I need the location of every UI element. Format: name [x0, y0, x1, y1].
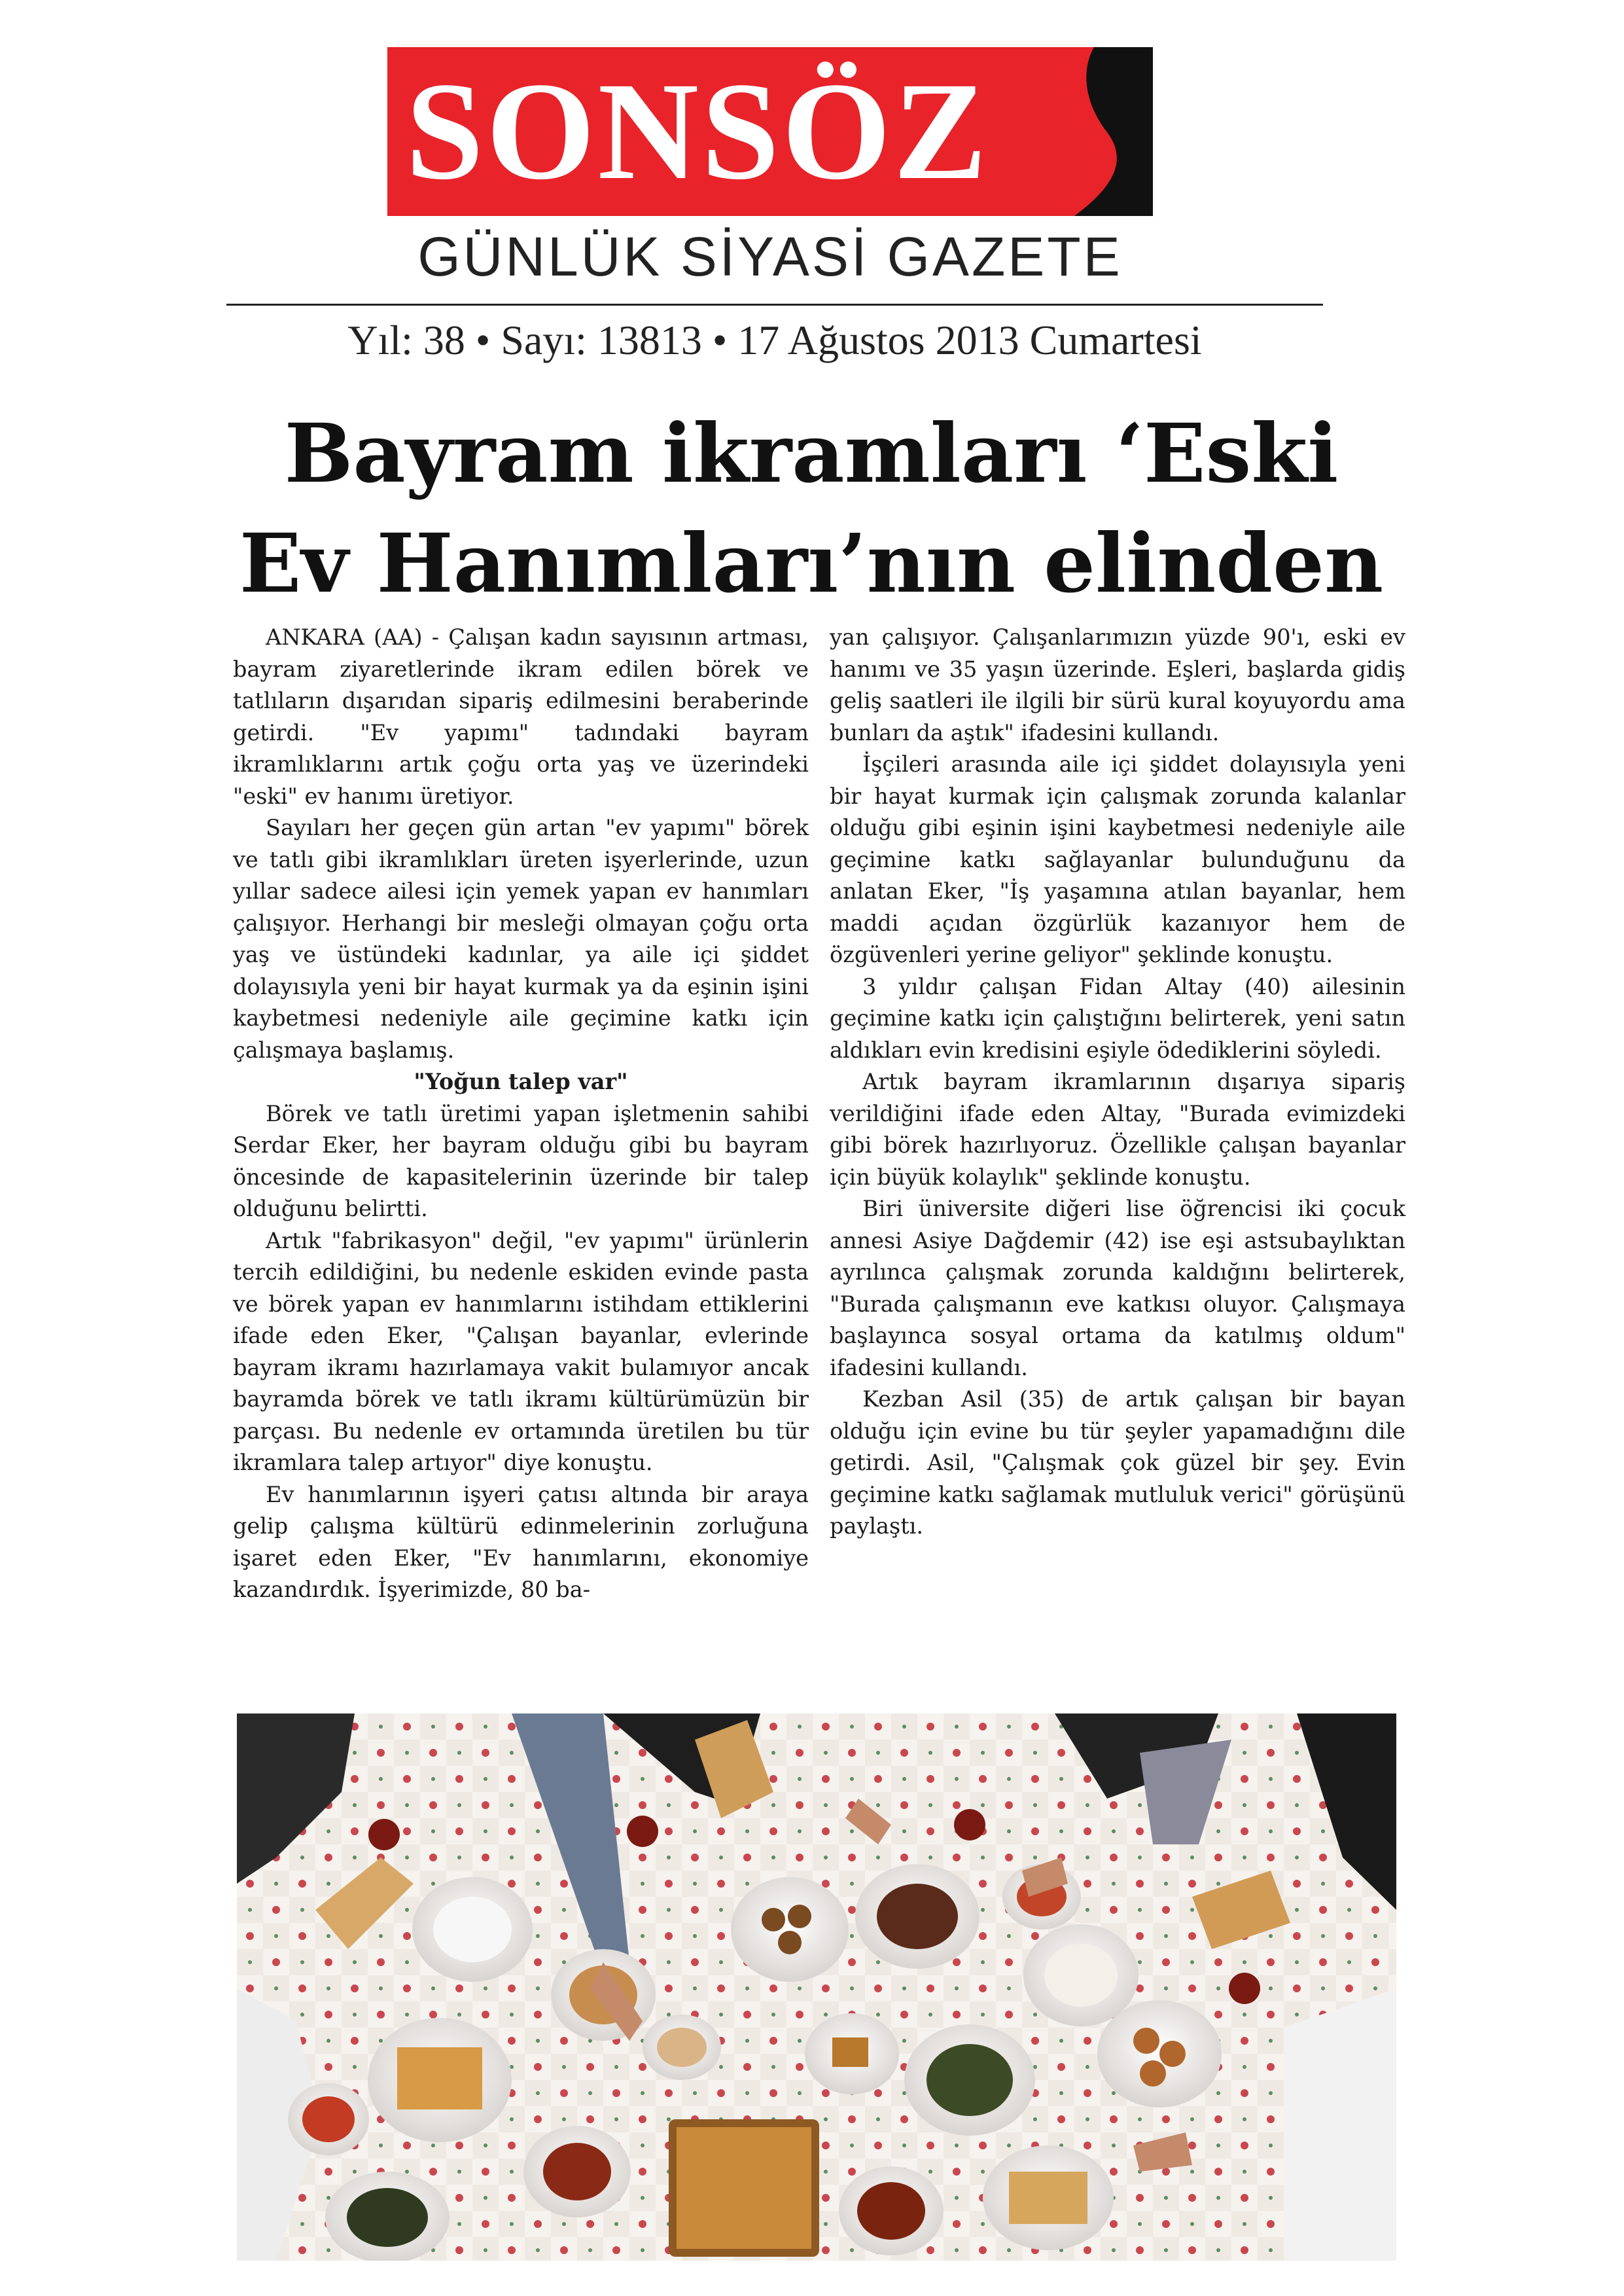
paragraph: Biri üniversite diğeri lise öğrencisi iki çocuk annesi Asiye Dağdemir (42) ise eşi astsubaylıktan ayrılınca çalışmak zorunda kaldığını belirterek, "Burada çalışmanın eve katkısı oluyor. Çalışmaya başlayınca sosyal ortama da katılmış oldum" ifadesini kullandı. [830, 1196, 1405, 1380]
logo-text: SONSÖZ [406, 54, 990, 209]
logo-swoosh-icon [1055, 47, 1153, 216]
paragraph: Artık bayram ikramlarının dışarıya sipariş verildiğini ifade eden Altay, "Burada evimizdeki gibi börek hazırlıyoruz. Özellikle çalışan bayanlar için büyük kolaylık" şeklinde konuştu. [830, 1069, 1405, 1190]
paragraph: Börek ve tatlı üretimi yapan işletmenin sahibi Serdar Eker, her bayram olduğu gibi bu bayram öncesinde de kapasitelerinin üzerinde bir talep olduğunu belirtti. [233, 1100, 809, 1221]
headline-line-1: Bayram ikramları ‘Eski [284, 406, 1339, 501]
paragraph: yan çalışıyor. Çalışanlarımızın yüzde 90'ı, eski ev hanımı ve 35 yaşın üzerinde. Eşleri, başlarda gidiş geliş saatleri ile ilgili bir sürü kural koyuyordu ama bunları da aştık" ifadesini kullandı. [830, 624, 1405, 745]
masthead-logo [387, 47, 1153, 216]
paragraph: ANKARA (AA) - Çalışan kadın sayısının artması, bayram ziyaretlerinde ikram edilen börek ve tatlıların dışarıdan sipariş edilmesini beraberinde getirdi. "Ev yapımı" tadındaki bayram ikramlıklarını artık çoğu orta yaş ve üzerindeki "eski" ev hanımı üretiyor. [233, 624, 809, 809]
paragraph: İşçileri arasında aile içi şiddet dolayısıyla yeni bir hayat kurmak için çalışmak zorunda kalanlar olduğu gibi eşinin işini kaybetmesi nedeniyle aile geçimine katkı sağlayanlar bulunduğunu da anlatan Eker, "İş yaşamına atılan bayanlar, hem maddi açıdan özgürlük kazanıyor hem de özgüvenleri yerine geliyor" şeklinde konuştu. [830, 751, 1405, 967]
article-column-left [233, 622, 809, 1606]
food-table-illustration [237, 1713, 1396, 2261]
paragraph: Sayıları her geçen gün artan "ev yapımı" börek ve tatlı gibi ikramlıkları üreten işyerlerinde, uzun yıllar sadece ailesi için yemek yapan ev hanımları çalışıyor. Herhangi bir mesleği olmayan çoğu orta yaş ve üstündeki kadınlar, ya aile içi şiddet dolayısıyla yeni bir hayat kurmak ya da eşinin işini kaybetmesi nedeniyle aile geçimine katkı için çalışmaya başlamış. [233, 815, 809, 1063]
masthead-subtitle: GÜNLÜK SİYASİ GAZETE [417, 226, 1123, 287]
issue-line: Yıl: 38 • Sayı: 13813 • 17 Ağustos 2013 Cumartesi [347, 317, 1202, 363]
masthead-divider [226, 304, 1323, 306]
subheading: "Yoğun talep var" [414, 1069, 628, 1094]
headline [196, 399, 1426, 619]
paragraph: 3 yıldır çalışan Fidan Altay (40) ailesinin geçimine katkı için çalıştığını belirterek, yeni satın aldıkları evin kredisini eşiyle ödediklerini söyledi. [830, 973, 1405, 1063]
paragraph: Kezban Asil (35) de artık çalışan bir bayan olduğu için evine bu tür şeyler yapamadığını dile getirdi. Asil, "Çalışmak çok güzel bir şey. Evin geçimine katkı sağlamak mutluluk verici" görüşünü paylaştı. [830, 1386, 1405, 1539]
paragraph: Ev hanımlarının işyeri çatısı altında bir araya gelip çalışma kültürü edinmelerinin zorluğuna işaret eden Eker, "Ev hanımlarını, ekonomiye kazandırdık. İşyerimizde, 80 ba- [233, 1481, 809, 1602]
article-column-right [830, 622, 1405, 1543]
article-photo [237, 1713, 1396, 2261]
headline-line-2: Ev Hanımları’nın elinden [239, 516, 1384, 611]
paragraph: Artık "fabrikasyon" değil, "ev yapımı" ürünlerin tercih edildiğini, bu nedenle eskiden evinde pasta ve börek yapan ev hanımlarını istihdam ettiklerini ifade eden Eker, "Çalışan bayanlar, evlerinde bayram ikramı hazırlamaya vakit bulamıyor ancak bayramda börek ve tatlı ikramı kültürümüzün bir parçası. Bu nedenle ev ortamında üretilen bu tür ikramlara talep artıyor" diye konuştu. [233, 1227, 809, 1475]
